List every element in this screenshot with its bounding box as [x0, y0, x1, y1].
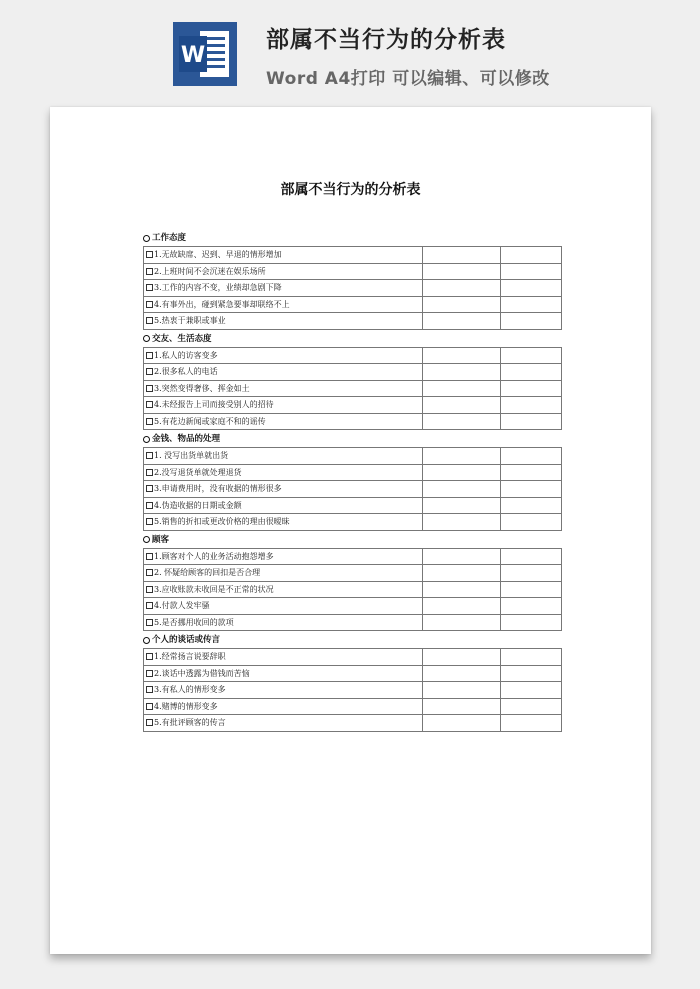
empty-cell[interactable] — [501, 665, 562, 682]
empty-cell[interactable] — [501, 296, 562, 313]
empty-cell[interactable] — [423, 514, 501, 531]
empty-cell[interactable] — [501, 715, 562, 732]
item-cell — [144, 397, 423, 414]
empty-cell[interactable] — [501, 614, 562, 631]
checkbox-icon[interactable] — [146, 301, 153, 308]
empty-cell[interactable] — [423, 263, 501, 280]
section-heading — [143, 431, 559, 447]
item-cell — [144, 598, 423, 615]
empty-cell[interactable] — [501, 413, 562, 430]
empty-cell[interactable] — [501, 598, 562, 615]
table-row — [144, 481, 562, 498]
checkbox-icon[interactable] — [146, 553, 153, 560]
table-row — [144, 514, 562, 531]
checkbox-icon[interactable] — [146, 653, 153, 660]
table-row — [144, 448, 562, 465]
table-row — [144, 364, 562, 381]
table-row — [144, 296, 562, 313]
table-row — [144, 565, 562, 582]
item-cell — [144, 413, 423, 430]
empty-cell[interactable] — [423, 347, 501, 364]
item-cell — [144, 497, 423, 514]
empty-cell[interactable] — [423, 397, 501, 414]
checkbox-icon[interactable] — [146, 518, 153, 525]
table-row — [144, 715, 562, 732]
empty-cell[interactable] — [501, 313, 562, 330]
document-page — [50, 107, 651, 954]
item-cell — [144, 581, 423, 598]
section-heading — [143, 331, 559, 347]
empty-cell[interactable] — [423, 280, 501, 297]
empty-cell[interactable] — [501, 497, 562, 514]
checkbox-icon[interactable] — [146, 469, 153, 476]
section-heading-text: 工作态度 — [152, 233, 187, 243]
checkbox-icon[interactable] — [146, 586, 153, 593]
section-heading-text: 交友、生活态度 — [152, 333, 212, 344]
item-text: 3.有私人的情形变多 — [154, 685, 226, 695]
table-row — [144, 247, 562, 264]
section-heading — [143, 230, 559, 246]
empty-cell[interactable] — [501, 548, 562, 565]
empty-cell[interactable] — [423, 497, 501, 514]
checkbox-icon[interactable] — [146, 317, 153, 324]
circle-bullet-icon — [143, 536, 150, 543]
empty-cell[interactable] — [423, 380, 501, 397]
item-text: 5.销售的折扣或更改价格的理由很暧昧 — [154, 517, 290, 527]
table-row — [144, 397, 562, 414]
empty-cell[interactable] — [423, 715, 501, 732]
checkbox-icon[interactable] — [146, 401, 153, 408]
table-row — [144, 380, 562, 397]
item-text: 3.申请费用时，没有收据的情形很多 — [154, 484, 282, 494]
item-text: 5.有批评顾客的传言 — [154, 718, 226, 728]
checkbox-icon[interactable] — [146, 619, 153, 626]
empty-cell[interactable] — [501, 364, 562, 381]
empty-cell[interactable] — [501, 481, 562, 498]
section-table — [143, 648, 562, 732]
item-cell — [144, 665, 423, 682]
table-row — [144, 280, 562, 297]
empty-cell[interactable] — [501, 448, 562, 465]
item-text: 4.付款人发牢骚 — [154, 601, 210, 611]
section-table — [143, 347, 562, 431]
table-row — [144, 614, 562, 631]
checkbox-icon[interactable] — [146, 703, 153, 710]
table-row — [144, 548, 562, 565]
header-title: 部属不当行为的分析表 — [266, 27, 506, 53]
item-cell — [144, 682, 423, 699]
checkbox-icon[interactable] — [146, 485, 153, 492]
circle-bullet-icon — [143, 235, 150, 242]
checkbox-icon[interactable] — [146, 268, 153, 275]
table-row — [144, 581, 562, 598]
item-cell — [144, 296, 423, 313]
item-cell — [144, 481, 423, 498]
item-text: 1.无故缺席、迟到、早退的情形增加 — [154, 250, 282, 260]
item-text: 2. 怀疑给顾客的回扣是否合理 — [154, 568, 261, 578]
item-text: 3.工作的内容不变，业绩却急剧下降 — [154, 283, 282, 293]
item-text: 5.是否挪用收回的款项 — [154, 617, 234, 627]
document-content — [143, 229, 559, 733]
item-cell — [144, 280, 423, 297]
table-row — [144, 347, 562, 364]
circle-bullet-icon — [143, 436, 150, 443]
item-cell — [144, 715, 423, 732]
checkbox-icon[interactable] — [146, 719, 153, 726]
section-table — [143, 548, 562, 632]
empty-cell[interactable] — [501, 347, 562, 364]
empty-cell[interactable] — [423, 296, 501, 313]
table-row — [144, 413, 562, 430]
table-row — [144, 598, 562, 615]
checkbox-icon[interactable] — [146, 670, 153, 677]
empty-cell[interactable] — [501, 464, 562, 481]
empty-cell[interactable] — [501, 397, 562, 414]
item-text: 1.经常扬言说要辞职 — [154, 652, 226, 662]
empty-cell[interactable] — [423, 448, 501, 465]
item-cell — [144, 514, 423, 531]
empty-cell[interactable] — [501, 698, 562, 715]
checkbox-icon[interactable] — [146, 284, 153, 291]
item-text: 4.赌博的情形变多 — [154, 701, 218, 711]
item-text: 4.未经报告上司而接受别人的招待 — [154, 400, 274, 410]
checkbox-icon[interactable] — [146, 502, 153, 509]
empty-cell[interactable] — [501, 514, 562, 531]
item-text: 2.很多私人的电话 — [154, 367, 218, 377]
item-text: 1. 没写出货单就出货 — [154, 451, 229, 461]
empty-cell[interactable] — [501, 649, 562, 666]
item-text: 5.热衷于兼职或事业 — [154, 316, 226, 326]
section-table — [143, 447, 562, 531]
word-doc-icon — [173, 22, 237, 86]
circle-bullet-icon — [143, 637, 150, 644]
empty-cell[interactable] — [423, 548, 501, 565]
empty-cell[interactable] — [423, 598, 501, 615]
item-text: 5.有花边新闻或家庭不和的谣传 — [154, 416, 266, 426]
section-table — [143, 246, 562, 330]
item-cell — [144, 464, 423, 481]
section-heading — [143, 532, 559, 548]
table-row — [144, 665, 562, 682]
checkbox-icon[interactable] — [146, 569, 153, 576]
item-cell — [144, 448, 423, 465]
table-row — [144, 698, 562, 715]
empty-cell[interactable] — [423, 313, 501, 330]
item-text: 4.有事外出，碰到紧急要事却联络不上 — [154, 299, 290, 309]
item-cell — [144, 313, 423, 330]
item-cell — [144, 347, 423, 364]
item-cell — [144, 649, 423, 666]
table-row — [144, 682, 562, 699]
table-row — [144, 649, 562, 666]
empty-cell[interactable] — [423, 413, 501, 430]
empty-cell[interactable] — [423, 614, 501, 631]
item-cell — [144, 548, 423, 565]
section-heading — [143, 632, 559, 648]
item-text: 3.突然变得奢侈、挥金如土 — [154, 383, 250, 393]
checkbox-icon[interactable] — [146, 368, 153, 375]
empty-cell[interactable] — [423, 565, 501, 582]
table-row — [144, 497, 562, 514]
header — [0, 0, 700, 100]
empty-cell[interactable] — [423, 464, 501, 481]
empty-cell[interactable] — [501, 565, 562, 582]
empty-cell[interactable] — [501, 380, 562, 397]
empty-cell[interactable] — [423, 581, 501, 598]
item-text: 4.伪造收据的日期或金额 — [154, 500, 242, 510]
table-row — [144, 263, 562, 280]
item-cell — [144, 565, 423, 582]
section-heading-text: 金钱、物品的处理 — [152, 434, 221, 444]
item-cell — [144, 380, 423, 397]
empty-cell[interactable] — [501, 682, 562, 699]
empty-cell[interactable] — [423, 682, 501, 699]
section-heading-text: 个人的谈话或传言 — [152, 635, 221, 645]
checkbox-icon[interactable] — [146, 251, 153, 258]
item-cell — [144, 614, 423, 631]
header-subtitle: Word A4打印 可以编辑、可以修改 — [266, 69, 550, 89]
empty-cell[interactable] — [501, 581, 562, 598]
circle-bullet-icon — [143, 335, 150, 342]
checkbox-icon[interactable] — [146, 418, 153, 425]
item-cell — [144, 263, 423, 280]
document-title: 部属不当行为的分析表 — [280, 182, 421, 198]
item-text: 3.应收账款未收回是不正常的状况 — [154, 584, 274, 594]
section-heading-text: 顾客 — [152, 534, 170, 545]
item-cell — [144, 698, 423, 715]
empty-cell[interactable] — [423, 364, 501, 381]
item-text: 2.谈话中透露为借钱而苦恼 — [154, 668, 250, 678]
empty-cell[interactable] — [501, 280, 562, 297]
word-letter: W — [180, 43, 206, 68]
item-text: 1.顾客对个人的业务活动抱怨增多 — [154, 551, 274, 561]
table-row — [144, 464, 562, 481]
empty-cell[interactable] — [423, 247, 501, 264]
checkbox-icon[interactable] — [146, 352, 153, 359]
table-row — [144, 313, 562, 330]
empty-cell[interactable] — [501, 247, 562, 264]
empty-cell[interactable] — [423, 481, 501, 498]
empty-cell[interactable] — [423, 698, 501, 715]
item-text: 1.私人的访客变多 — [154, 350, 218, 360]
checkbox-icon[interactable] — [146, 602, 153, 609]
item-text: 2.没写退货单就处理退货 — [154, 467, 242, 477]
empty-cell[interactable] — [423, 665, 501, 682]
checkbox-icon[interactable] — [146, 452, 153, 459]
checkbox-icon[interactable] — [146, 385, 153, 392]
checkbox-icon[interactable] — [146, 686, 153, 693]
item-cell — [144, 364, 423, 381]
item-cell — [144, 247, 423, 264]
item-text: 2.上班时间不会沉迷在娱乐场所 — [154, 266, 266, 276]
empty-cell[interactable] — [423, 649, 501, 666]
empty-cell[interactable] — [501, 263, 562, 280]
